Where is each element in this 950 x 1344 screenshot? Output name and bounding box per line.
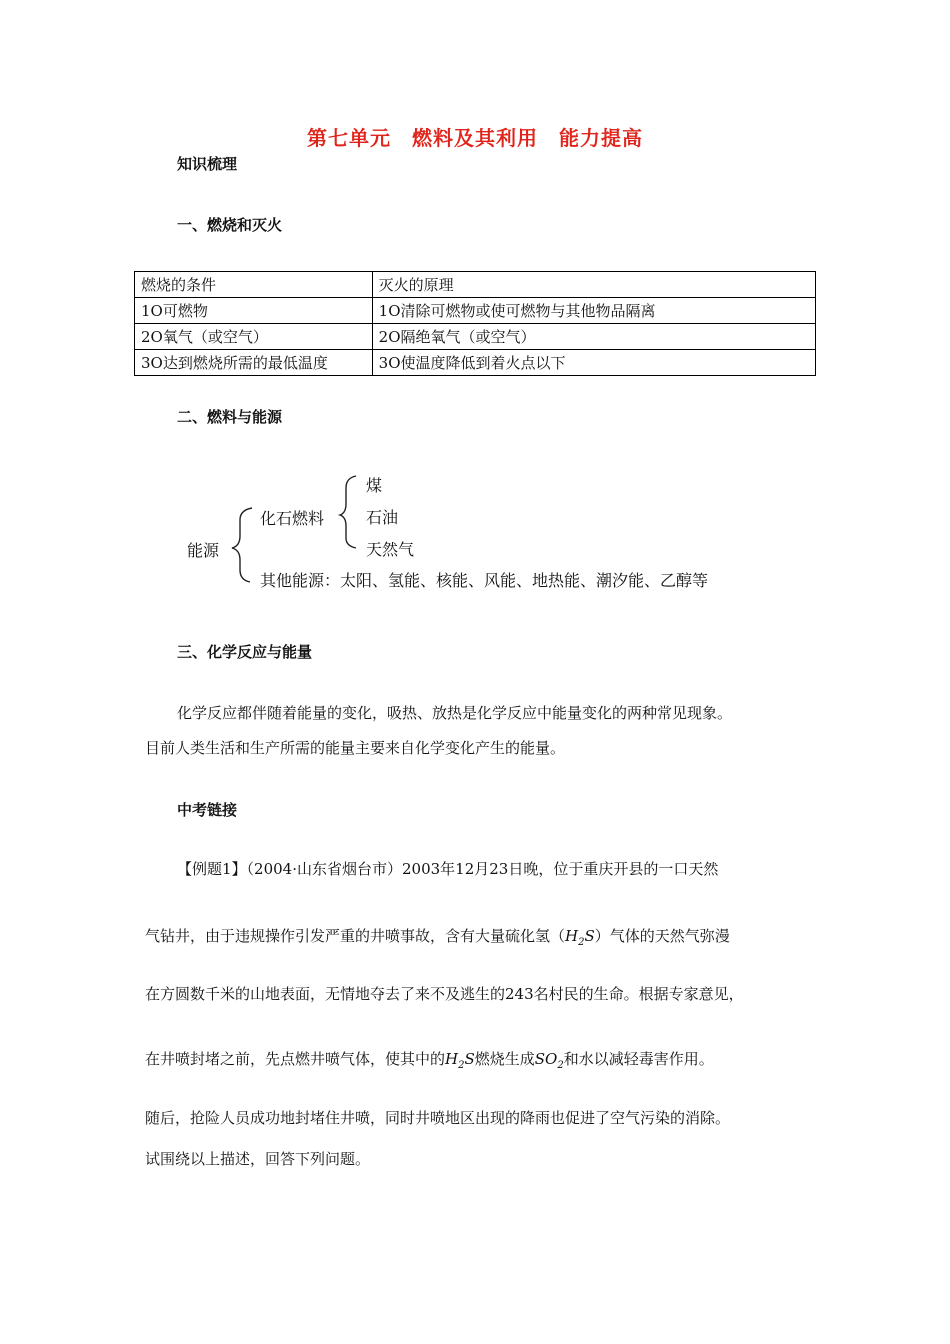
example-text: （2004·山东省烟台市）2003年12月23日晚，位于重庆开县的一口天然 (246, 860, 719, 878)
formula-tail: S (584, 927, 595, 945)
diagram-fossil-item: 天然气 (366, 540, 415, 559)
section3-paragraph-line2: 目前人类生活和生产所需的能量主要来自化学变化产生的能量。 (145, 739, 566, 757)
table-header-cell: 燃烧的条件 (135, 272, 373, 298)
page-title: 第七单元 燃料及其利用 能力提高 (307, 126, 643, 150)
so2-formula (534, 1050, 564, 1071)
diagram-fossil-item: 煤 (366, 476, 383, 495)
table-cell: 3O使温度降低到着火点以下 (372, 350, 815, 376)
table-row (135, 298, 816, 324)
example-line5: 随后，抢险人员成功地封堵住井喷，同时井喷地区出现的降雨也促进了空气污染的消除。 (145, 1109, 731, 1127)
h2s-formula (445, 1050, 475, 1071)
table-cell: 2O隔绝氧气（或空气） (372, 324, 815, 350)
example-label: 【例题1】 (177, 860, 247, 878)
formula-subscript: 2 (557, 1060, 564, 1071)
example-text: 气钻井，由于违规操作引发严重的井喷事故，含有大量硫化氢（ (145, 927, 566, 945)
example-text: 在井喷封堵之前，先点燃井喷气体，使其中的 (145, 1050, 446, 1068)
formula-main: H (565, 927, 579, 945)
section-knowledge-heading: 知识梳理 (177, 155, 238, 173)
diagram-fossil-item: 石油 (366, 508, 399, 527)
h2s-formula (565, 927, 595, 948)
example-text: 燃烧生成 (474, 1050, 535, 1068)
combustion-table (134, 271, 816, 376)
section3-paragraph-line1: 化学反应都伴随着能量的变化，吸热、放热是化学反应中能量变化的两种常见现象。 (177, 704, 733, 722)
table-header-row (135, 272, 816, 298)
formula-main: H (445, 1050, 459, 1068)
table-header-cell: 灭火的原理 (372, 272, 815, 298)
formula-tail: S (464, 1050, 475, 1068)
diagram-fossil-label: 化石燃料 (260, 509, 325, 528)
example-line2 (145, 926, 730, 953)
section3-heading: 三、化学反应与能量 (177, 643, 313, 661)
example-text: ）气体的天然气弥漫 (594, 927, 730, 945)
table-cell: 1O可燃物 (135, 298, 373, 324)
example-line3: 在方圆数千米的山地表面，无情地夺去了来不及逃生的243名村民的生命。根据专家意见， (145, 985, 744, 1003)
table-cell: 2O氧气（或空气） (135, 324, 373, 350)
formula-main: SO (534, 1050, 558, 1068)
diagram-other-energy: 其他能源：太阳、氢能、核能、风能、地热能、潮汐能、乙醇等 (260, 571, 709, 590)
section1-heading: 一、燃烧和灭火 (177, 216, 283, 234)
example-line4 (145, 1049, 714, 1076)
example-line1 (177, 859, 718, 879)
table-cell: 3O达到燃烧所需的最低温度 (135, 350, 373, 376)
formula-subscript: 2 (458, 1060, 465, 1071)
example-line6: 试围绕以上描述，回答下列问题。 (145, 1150, 371, 1168)
section4-heading: 中考链接 (177, 801, 238, 819)
diagram-root-label: 能源 (187, 541, 220, 560)
table-row (135, 350, 816, 376)
formula-subscript: 2 (578, 937, 585, 948)
energy-diagram (180, 468, 780, 598)
table-row (135, 324, 816, 350)
section2-heading: 二、燃料与能源 (177, 408, 283, 426)
example-text: 和水以减轻毒害作用。 (563, 1050, 714, 1068)
table-cell: 1O清除可燃物或使可燃物与其他物品隔离 (372, 298, 815, 324)
